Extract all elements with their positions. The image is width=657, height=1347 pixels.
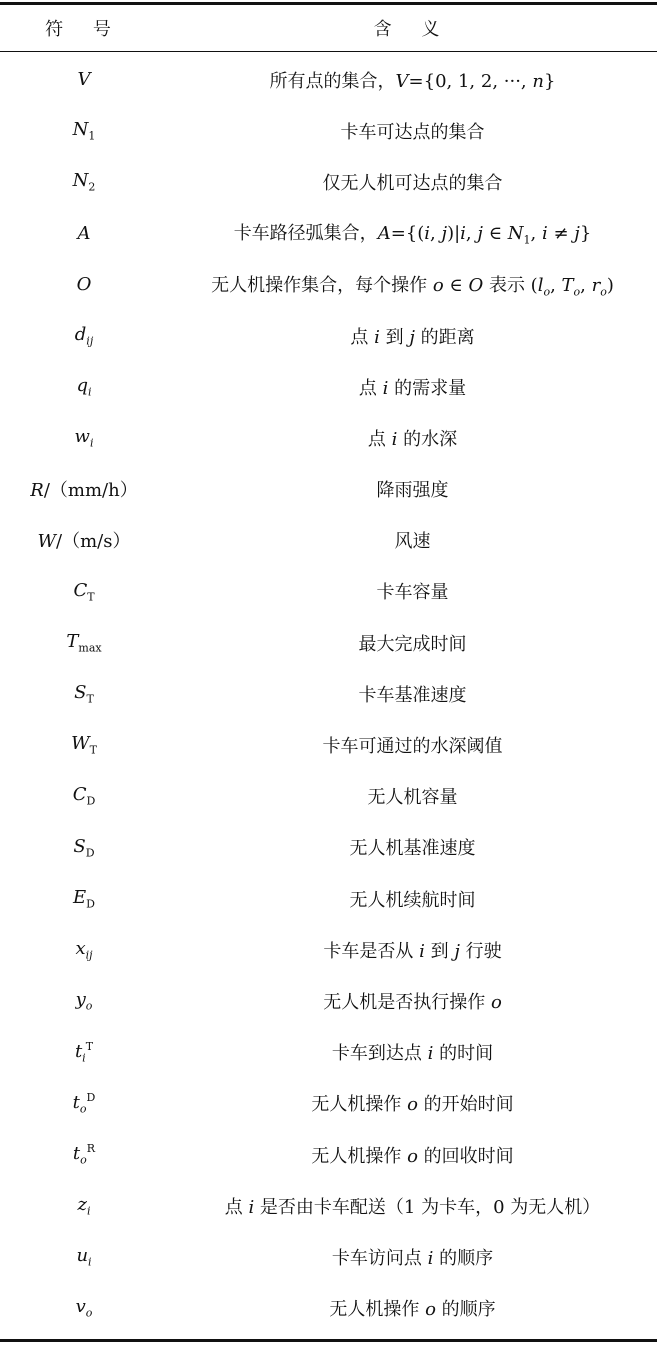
table-row <box>0 361 657 412</box>
table-row <box>0 412 657 463</box>
symbol-cell: R/（mm/h） <box>30 480 138 502</box>
symbol-cell: $v_o$ <box>75 1296 93 1320</box>
header-symbol: 符 号 <box>45 19 123 40</box>
symbol-cell: $y_o$ <box>75 989 93 1013</box>
symbol-cell: $u_i$ <box>76 1245 92 1269</box>
symbol-cell: $E_D$ <box>73 886 95 911</box>
meaning-cell: 卡车路径弧集合，A={(i, j)|i, j ∈ $N_1$, i ≠ j} <box>233 223 592 247</box>
meaning-cell: 风速 <box>394 531 431 553</box>
bottom-rule <box>0 1339 657 1342</box>
meaning-cell: 卡车可通过的水深阈值 <box>322 736 503 758</box>
table-header <box>0 5 657 51</box>
table-row <box>0 924 657 975</box>
meaning-cell: 卡车基准速度 <box>358 684 467 706</box>
symbol-cell: $w_i$ <box>74 426 94 450</box>
symbol-cell: $S_T$ <box>74 682 94 706</box>
symbol-cell: A <box>77 222 91 244</box>
table-row <box>0 54 657 105</box>
meaning-cell: 最大完成时间 <box>358 633 467 655</box>
table-row <box>0 156 657 207</box>
table-row <box>0 668 657 719</box>
symbol-cell: $t_i^T$ <box>74 1039 94 1065</box>
table-row <box>0 208 657 259</box>
table-row <box>0 873 657 924</box>
meaning-cell: 无人机操作 o 的开始时间 <box>311 1094 514 1116</box>
meaning-cell: 无人机是否执行操作 o <box>323 991 502 1013</box>
symbol-cell: $C_T$ <box>73 579 95 604</box>
symbol-cell: $N_1$ <box>72 118 96 143</box>
symbol-cell: $T_{max}$ <box>66 630 102 655</box>
header-meaning-cell <box>168 15 657 41</box>
table-body <box>0 54 657 1334</box>
meaning-cell: 无人机操作集合，每个操作 o ∈ O 表示 ($l_o$, $T_o$, $r_o$) <box>211 274 614 299</box>
symbol-cell: $d_{ij}$ <box>74 323 94 348</box>
meaning-cell: 点 i 的水深 <box>367 428 458 450</box>
table-row <box>0 566 657 617</box>
table-row <box>0 1231 657 1282</box>
meaning-cell: 卡车访问点 i 的顺序 <box>331 1247 494 1269</box>
meaning-cell: 无人机操作 o 的顺序 <box>329 1299 496 1321</box>
table-row <box>0 1027 657 1078</box>
symbol-cell: O <box>76 273 92 295</box>
meaning-cell: 卡车是否从 i 到 j 行驶 <box>323 940 502 962</box>
symbol-cell: $t_o^D$ <box>72 1091 96 1116</box>
meaning-cell: 卡车到达点 i 的时间 <box>331 1043 494 1065</box>
header-meaning: 含 义 <box>373 19 452 40</box>
table-row <box>0 105 657 156</box>
table-row <box>0 259 657 310</box>
table-row <box>0 1283 657 1334</box>
symbol-cell: $x_{ij}$ <box>75 937 93 962</box>
symbol-cell: W/（m/s） <box>37 531 131 553</box>
symbol-cell: $q_i$ <box>76 374 92 399</box>
symbol-cell: $W_T$ <box>71 733 97 757</box>
meaning-cell: 无人机容量 <box>367 787 458 809</box>
table-row <box>0 771 657 822</box>
table-row <box>0 975 657 1026</box>
table-row <box>0 1180 657 1231</box>
header-rule <box>0 51 657 52</box>
table-row <box>0 617 657 668</box>
meaning-cell: 无人机续航时间 <box>349 889 476 911</box>
meaning-cell: 降雨强度 <box>376 480 449 502</box>
symbol-cell: $N_2$ <box>72 170 96 194</box>
meaning-cell: 仅无人机可达点的集合 <box>322 172 503 194</box>
table-row <box>0 1129 657 1180</box>
symbol-cell: $C_D$ <box>72 784 96 809</box>
meaning-cell: 点 i 的需求量 <box>358 377 467 399</box>
meaning-cell: 点 i 是否由卡车配送（1 为卡车，0 为无人机） <box>224 1196 601 1218</box>
symbol-cell: V <box>77 69 91 91</box>
meaning-cell: 卡车容量 <box>376 582 449 604</box>
symbol-cell: $z_i$ <box>77 1193 91 1218</box>
header-symbol-cell <box>0 15 168 41</box>
meaning-cell: 卡车可达点的集合 <box>340 121 485 143</box>
table-row <box>0 515 657 566</box>
table-row <box>0 719 657 770</box>
meaning-cell: 点 i 到 j 的距离 <box>350 326 475 348</box>
table-row <box>0 464 657 515</box>
symbol-cell: $t_o^R$ <box>72 1142 96 1167</box>
symbol-cell: $S_D$ <box>73 835 95 860</box>
table-row <box>0 1078 657 1129</box>
meaning-cell: 所有点的集合，V={0, 1, 2, ···, n} <box>269 70 556 92</box>
table-row <box>0 822 657 873</box>
meaning-cell: 无人机基准速度 <box>349 838 476 860</box>
table-row <box>0 310 657 361</box>
meaning-cell: 无人机操作 o 的回收时间 <box>311 1145 514 1167</box>
